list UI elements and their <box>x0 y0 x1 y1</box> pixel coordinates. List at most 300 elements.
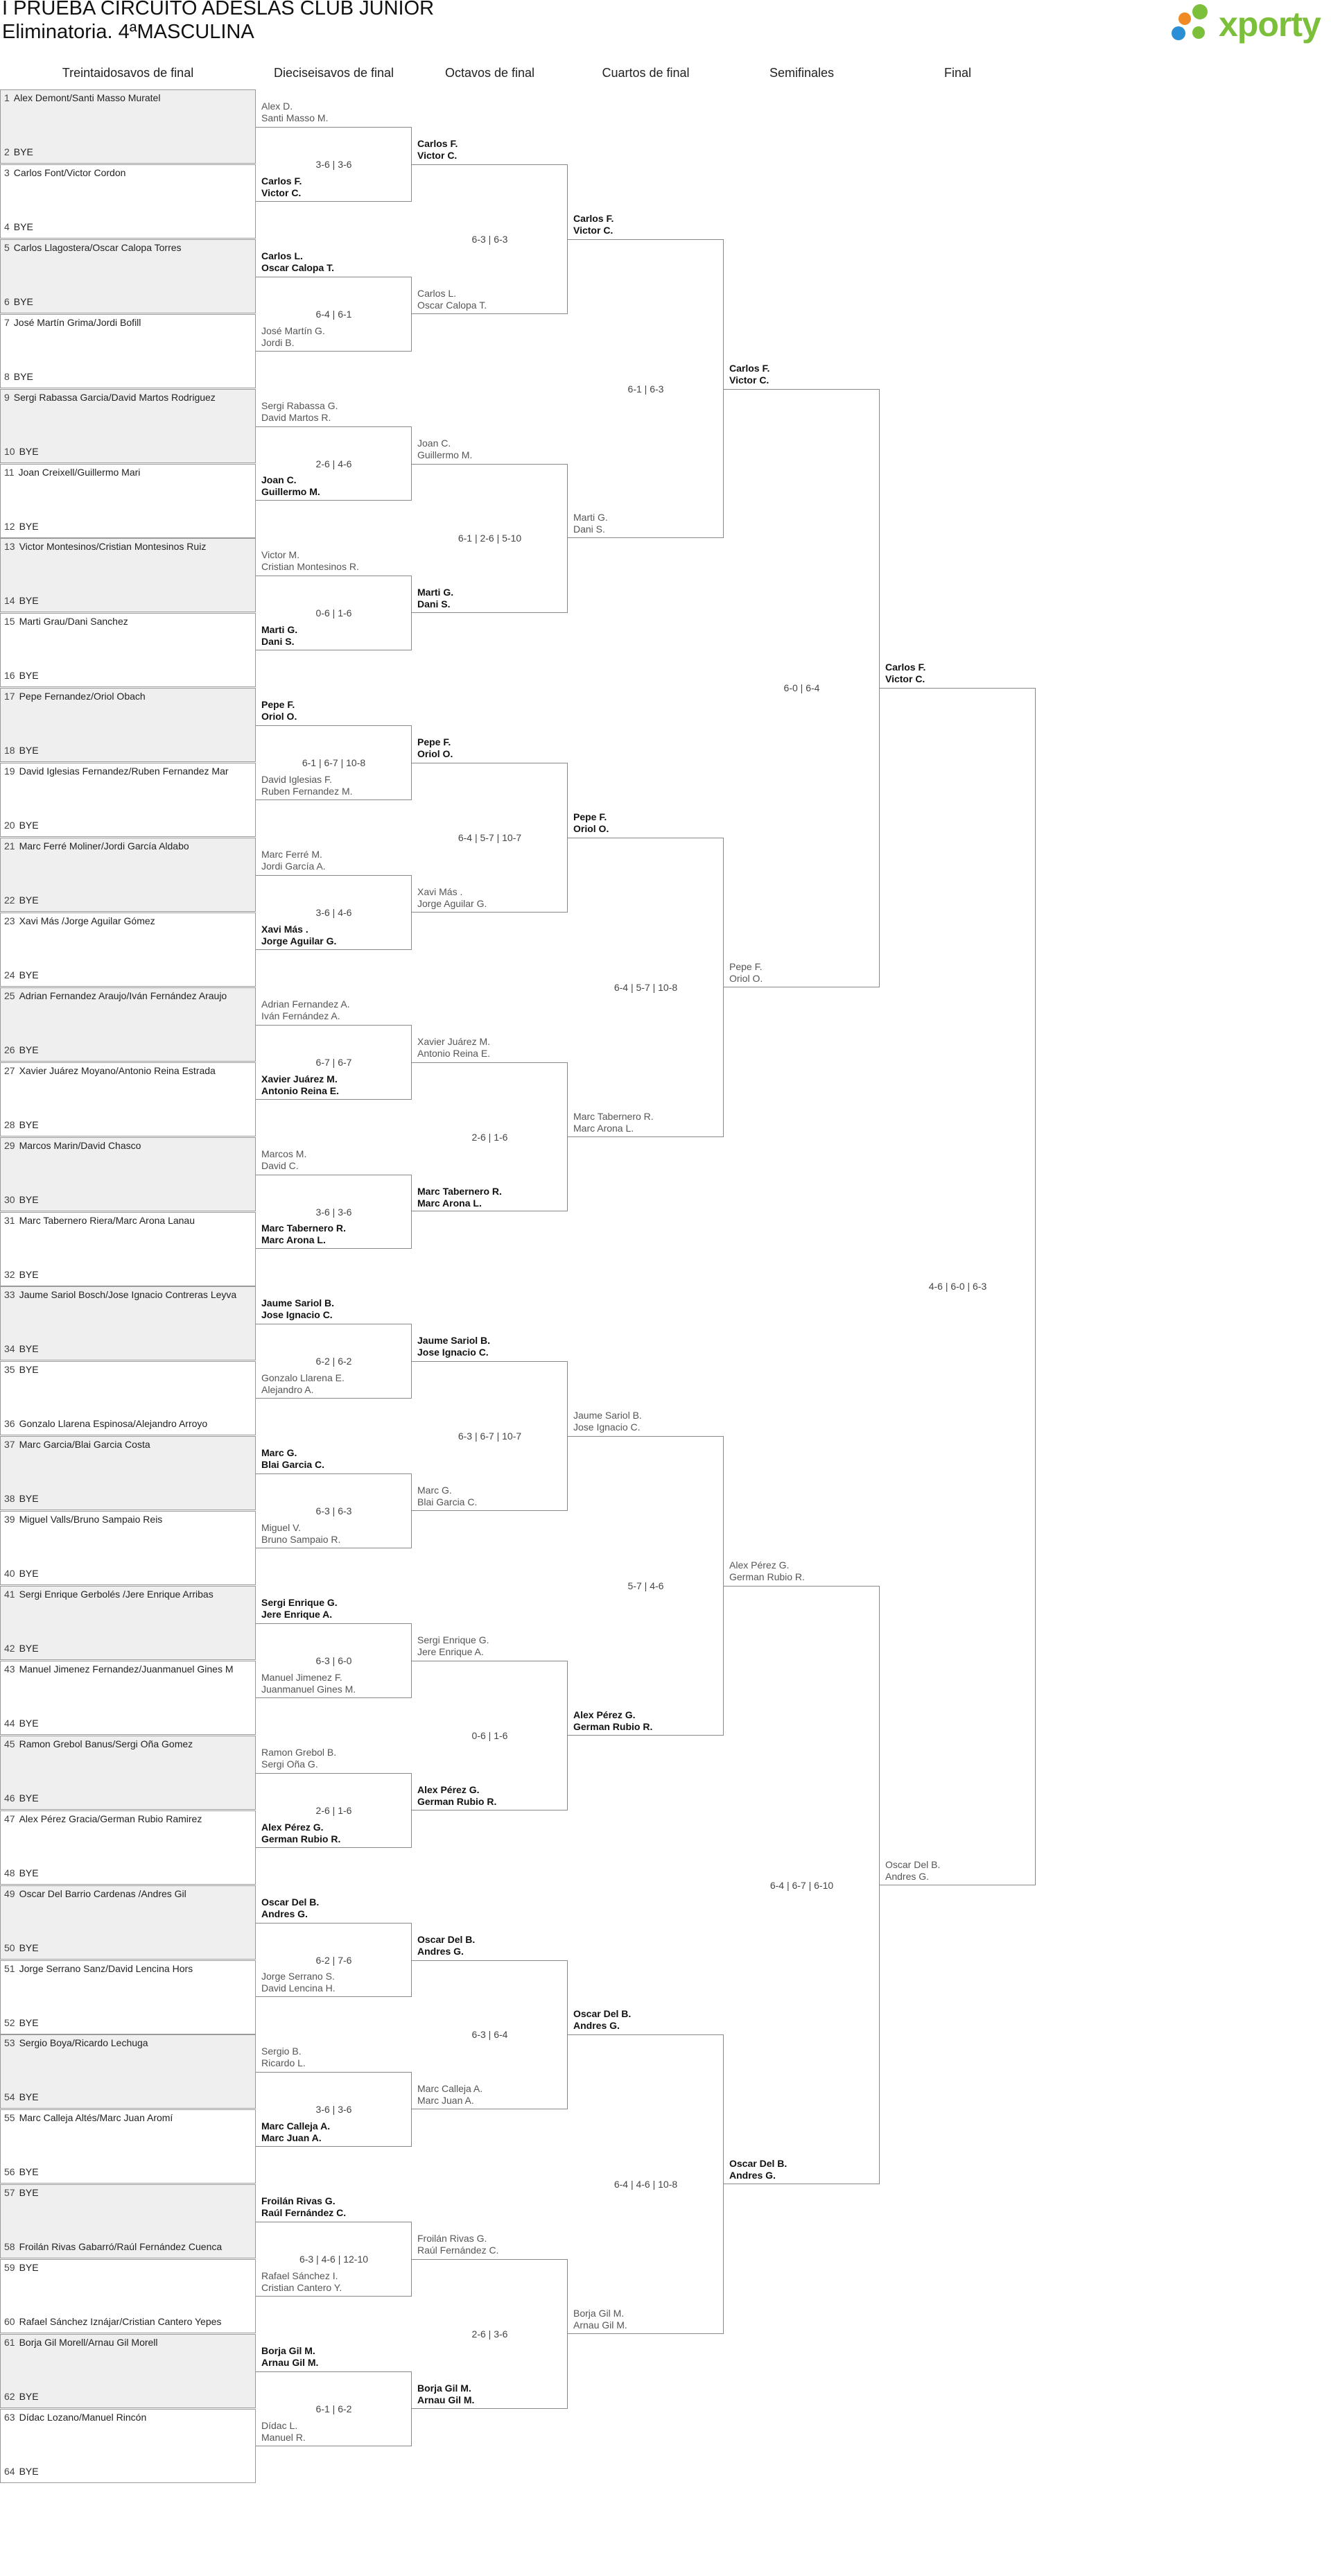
match-score: 6-1 | 2-6 | 5-10 <box>458 533 522 544</box>
team-label <box>885 662 925 685</box>
team-label <box>261 325 325 349</box>
player-name: Raúl Fernández C. <box>261 2207 347 2219</box>
seed-number: 33 <box>4 1289 15 1301</box>
team-label <box>261 1522 340 1546</box>
player-name: Marc Tabernero R. <box>261 1222 346 1234</box>
player-name: Manuel Jimenez F. <box>261 1671 342 1683</box>
player-name: Santi Masso M. <box>261 112 329 123</box>
team-label <box>417 1186 502 1209</box>
player-name: Dani S. <box>573 524 605 535</box>
player-name: José Martín G. <box>261 325 325 336</box>
team-name: Froilán Rivas Gabarró/Raúl Fernández Cuenca <box>19 2241 223 2253</box>
team-name: BYE <box>19 2391 39 2402</box>
player-name: Jordi B. <box>261 336 295 348</box>
team-name: Manuel Jimenez Fernandez/Juanmanuel Gines M <box>19 1663 234 1675</box>
team-name: Sergio Boya/Ricardo Lechuga <box>19 2037 148 2049</box>
seed-number: 9 <box>4 391 10 403</box>
player-name: David C. <box>261 1159 299 1171</box>
seed-number: 32 <box>4 1268 15 1280</box>
match-score: 6-0 | 6-4 <box>783 682 820 694</box>
player-name: Blai Garcia C. <box>417 1496 478 1508</box>
seed-number: 43 <box>4 1663 15 1675</box>
match-score: 6-2 | 7-6 <box>315 1954 352 1966</box>
match-score: 6-3 | 6-4 <box>471 2029 508 2041</box>
team-name: Marti Grau/Dani Sanchez <box>19 616 128 628</box>
player-name: Andres G. <box>417 1945 464 1957</box>
player-name: Dídac L. <box>261 2419 298 2431</box>
seed-number: 21 <box>4 840 15 852</box>
player-name: Xavier Juárez M. <box>261 1073 338 1084</box>
team-label <box>417 288 487 311</box>
match-score: 6-1 | 6-7 | 10-8 <box>302 757 366 769</box>
seed-number: 57 <box>4 2187 15 2199</box>
player-name: Alex Pérez G. <box>261 1821 324 1833</box>
team-name: BYE <box>13 370 33 382</box>
team-name: BYE <box>19 2016 39 2028</box>
match-score: 6-3 | 6-3 <box>315 1505 352 1517</box>
player-name: Jaume Sariol B. <box>573 1410 642 1421</box>
team-name: Marc Garcia/Blai Garcia Costa <box>19 1439 150 1451</box>
match-score: 3-6 | 3-6 <box>315 1206 352 1218</box>
match-score: 6-4 | 6-1 <box>315 308 352 320</box>
team-label <box>573 811 609 835</box>
seed-number: 59 <box>4 2262 15 2274</box>
team-label <box>261 2270 342 2294</box>
player-name: Marc Ferré M. <box>261 848 322 860</box>
team-name: Gonzalo Llarena Espinosa/Alejandro Arroyo <box>19 1418 208 1430</box>
player-name: Pepe F. <box>261 699 295 711</box>
player-name: Marti G. <box>261 624 298 636</box>
header-final: Final <box>943 66 971 80</box>
team-name: BYE <box>19 820 39 831</box>
team-name: Borja Gil Morell/Arnau Gil Morell <box>19 2337 158 2348</box>
player-name: Carlos F. <box>261 175 302 187</box>
seed-number: 63 <box>4 2411 15 2423</box>
player-name: Borja Gil M. <box>261 2344 315 2356</box>
team-label <box>261 2420 306 2444</box>
player-name: Sergio B. <box>261 2046 302 2057</box>
player-name: Marc G. <box>261 1447 297 1459</box>
page-subtitle: Eliminatoria. 4ªMASCULINA <box>2 21 254 43</box>
team-name: Xavi Más /Jorge Aguilar Gómez <box>19 915 155 926</box>
player-name: Ramon Grebol B. <box>261 1746 337 1758</box>
seed-number: 17 <box>4 691 15 702</box>
team-label <box>261 474 320 498</box>
team-label <box>729 363 769 386</box>
match-score: 6-1 | 6-3 <box>627 383 664 395</box>
player-name: Jaume Sariol B. <box>417 1335 491 1347</box>
player-name: Blai Garcia C. <box>261 1459 325 1471</box>
team-label <box>417 2083 482 2107</box>
team-label <box>417 138 458 162</box>
player-name: Oscar Calopa T. <box>261 261 335 273</box>
team-label <box>417 1934 475 1957</box>
match-score: 5-7 | 4-6 <box>627 1580 664 1591</box>
team-label <box>417 1335 490 1358</box>
player-name: Jorge Aguilar G. <box>417 897 487 909</box>
team-name: BYE <box>19 1493 39 1505</box>
team-label <box>261 250 334 274</box>
player-name: Oscar Calopa T. <box>417 299 487 311</box>
seed-number: 27 <box>4 1064 15 1076</box>
player-name: Manuel R. <box>261 2431 306 2443</box>
team-name: BYE <box>19 1867 39 1878</box>
player-name: Andres G. <box>261 1908 308 1919</box>
player-name: Oriol O. <box>573 823 609 834</box>
team-name: Xavier Juárez Moyano/Antonio Reina Estrada <box>19 1064 216 1076</box>
team-label <box>417 1485 477 1508</box>
seed-number: 37 <box>4 1439 15 1451</box>
player-name: Carlos L. <box>261 250 303 261</box>
team-label <box>261 1222 346 1246</box>
team-label <box>417 1036 490 1060</box>
header-round-of-64: Treintaidosavos de final <box>62 66 194 80</box>
team-label <box>573 1709 652 1733</box>
team-label <box>573 1111 654 1134</box>
seed-number: 16 <box>4 670 15 682</box>
team-label <box>573 213 614 236</box>
team-name: Alex Pérez Gracia/German Rubio Ramirez <box>19 1813 202 1824</box>
team-label <box>261 2195 346 2219</box>
player-name: Marc Calleja A. <box>261 2120 331 2132</box>
player-name: Marc Arona L. <box>417 1197 482 1209</box>
team-name: Marc Tabernero Riera/Marc Arona Lanau <box>19 1214 195 1226</box>
team-name: Carlos Font/Victor Cordon <box>13 166 126 178</box>
player-name: Antonio Reina E. <box>417 1047 491 1059</box>
team-label <box>885 1859 940 1883</box>
team-label <box>261 549 359 573</box>
seed-number: 23 <box>4 915 15 926</box>
player-name: Marc Arona L. <box>261 1234 326 1246</box>
seed-number: 35 <box>4 1364 15 1376</box>
player-name: Pepe F. <box>573 811 607 822</box>
player-name: Victor C. <box>417 149 458 161</box>
team-label <box>261 400 338 424</box>
header-round-of-16: Octavos de final <box>444 66 535 80</box>
player-name: Alejandro A. <box>261 1384 314 1396</box>
team-label <box>261 774 353 797</box>
match-score: 2-6 | 3-6 <box>471 2328 508 2340</box>
match-score: 6-4 | 4-6 | 10-8 <box>614 2179 678 2190</box>
seed-number: 28 <box>4 1118 15 1130</box>
seed-number: 42 <box>4 1643 15 1654</box>
match-score: 6-1 | 6-2 <box>315 2403 352 2414</box>
team-label <box>417 1634 489 1658</box>
player-name: Joan C. <box>417 437 451 449</box>
team-name: BYE <box>13 146 33 157</box>
player-name: Froilán Rivas G. <box>417 2233 487 2245</box>
seed-number: 39 <box>4 1514 15 1525</box>
seed-number: 53 <box>4 2037 15 2049</box>
player-name: Carlos L. <box>417 287 457 299</box>
team-label <box>417 886 487 910</box>
seed-number: 25 <box>4 989 15 1001</box>
seed-number: 41 <box>4 1589 15 1600</box>
team-name: David Iglesias Fernandez/Ruben Fernandez Mar <box>19 766 229 777</box>
team-name: BYE <box>19 2166 39 2178</box>
player-name: Sergi Rabassa G. <box>261 399 338 411</box>
match-score: 2-6 | 4-6 <box>315 458 352 469</box>
team-name: BYE <box>19 1193 39 1205</box>
team-name: José Martín Grima/Jordi Bofill <box>13 316 141 328</box>
team-name: Alex Demont/Santi Masso Muratel <box>13 92 161 103</box>
team-label <box>417 587 453 610</box>
match-score: 6-3 | 4-6 | 12-10 <box>299 2254 369 2265</box>
team-name: BYE <box>19 1792 39 1804</box>
team-label <box>417 1784 496 1808</box>
team-name: Marcos Marin/David Chasco <box>19 1139 141 1151</box>
seed-number: 55 <box>4 2112 15 2124</box>
seed-number: 7 <box>4 316 10 328</box>
player-name: Cristian Montesinos R. <box>261 561 359 573</box>
match-score: 6-3 | 6-0 <box>315 1654 352 1666</box>
player-name: Andres G. <box>885 1870 930 1882</box>
seed-number: 64 <box>4 2465 15 2477</box>
seed-number: 10 <box>4 445 15 457</box>
team-name: Rafael Sánchez Iznájar/Cristian Cantero Yepes <box>19 2316 222 2328</box>
team-label <box>573 2308 627 2331</box>
player-name: Oriol O. <box>261 711 297 723</box>
player-name: German Rubio R. <box>573 1720 653 1732</box>
seed-number: 56 <box>4 2166 15 2178</box>
player-name: Guillermo M. <box>417 449 473 460</box>
seed-number: 46 <box>4 1792 15 1804</box>
team-label <box>261 924 336 947</box>
player-name: Carlos F. <box>729 362 770 374</box>
seed-number: 38 <box>4 1493 15 1505</box>
team-name: Sergi Rabassa Garcia/David Martos Rodriguez <box>13 391 216 403</box>
player-name: Victor C. <box>729 374 769 386</box>
match-score: 6-4 | 5-7 | 10-7 <box>458 832 522 843</box>
match-score: 2-6 | 1-6 <box>471 1131 508 1143</box>
player-name: Marc Juan A. <box>261 2132 322 2144</box>
player-name: Jose Ignacio C. <box>573 1421 641 1433</box>
player-name: Xavi Más . <box>417 885 463 897</box>
match-score: 3-6 | 3-6 <box>315 2104 352 2116</box>
team-name: Oscar Del Barrio Cardenas /Andres Gil <box>19 1887 186 1899</box>
team-name: Adrian Fernandez Araujo/Iván Fernández Araujo <box>19 989 227 1001</box>
seed-number: 1 <box>4 92 10 103</box>
team-name: Carlos Llagostera/Oscar Calopa Torres <box>13 241 182 253</box>
player-name: Marc Tabernero R. <box>573 1110 654 1122</box>
player-name: David Iglesias F. <box>261 774 332 786</box>
player-name: Marc G. <box>417 1485 452 1496</box>
player-name: Oscar Del B. <box>885 1858 941 1870</box>
player-name: Ricardo L. <box>261 2057 306 2069</box>
seed-number: 12 <box>4 520 15 532</box>
seed-number: 51 <box>4 1962 15 1974</box>
player-name: Alex D. <box>261 100 293 112</box>
team-label <box>261 1372 345 1396</box>
team-name: BYE <box>19 2091 39 2103</box>
seed-number: 45 <box>4 1738 15 1749</box>
player-name: Victor M. <box>261 549 299 561</box>
team-label <box>261 2120 330 2144</box>
header-semifinals: Semifinales <box>769 66 835 80</box>
team-label <box>417 2383 474 2406</box>
team-label <box>261 175 302 199</box>
player-name: Adrian Fernandez A. <box>261 998 350 1010</box>
team-name: Victor Montesinos/Cristian Montesinos Ruiz <box>19 541 207 553</box>
team-name: Ramon Grebol Banus/Sergi Oña Gomez <box>19 1738 193 1749</box>
seed-number: 19 <box>4 766 15 777</box>
match-score: 6-4 | 6-7 | 6-10 <box>769 1879 834 1891</box>
seed-number: 34 <box>4 1343 15 1355</box>
match-score: 6-7 | 6-7 <box>315 1056 352 1068</box>
team-name: Dídac Lozano/Manuel Rincón <box>19 2411 147 2423</box>
player-name: Oriol O. <box>417 748 453 760</box>
seed-number: 15 <box>4 616 15 628</box>
seed-number: 49 <box>4 1887 15 1899</box>
player-name: Marti G. <box>573 512 608 524</box>
player-name: David Martos R. <box>261 411 331 423</box>
seed-number: 48 <box>4 1867 15 1878</box>
match-score: 0-6 | 1-6 <box>315 607 352 619</box>
match-score: 0-6 | 1-6 <box>471 1729 508 1741</box>
seed-number: 40 <box>4 1568 15 1580</box>
team-name: Marc Ferré Moliner/Jordi García Aldabo <box>19 840 189 852</box>
seed-number: 22 <box>4 894 15 906</box>
seed-number: 62 <box>4 2391 15 2402</box>
player-name: Oriol O. <box>729 972 763 984</box>
player-name: Marc Arona L. <box>573 1122 634 1134</box>
team-label <box>573 2008 631 2032</box>
team-label <box>417 438 472 461</box>
team-name: BYE <box>19 2465 39 2477</box>
team-name: BYE <box>19 1717 39 1729</box>
team-name: BYE <box>19 1118 39 1130</box>
player-name: Sergi Enrique G. <box>261 1596 338 1608</box>
player-name: Xavi Más . <box>261 923 308 935</box>
team-name: BYE <box>19 894 39 906</box>
player-name: Juanmanuel Gines M. <box>261 1683 356 1695</box>
player-name: Jorge Serrano S. <box>261 1971 335 1982</box>
seed-number: 30 <box>4 1193 15 1205</box>
player-name: Ruben Fernandez M. <box>261 786 353 797</box>
seed-number: 8 <box>4 370 10 382</box>
seed-number: 31 <box>4 1214 15 1226</box>
player-name: Guillermo M. <box>261 486 320 498</box>
player-name: Cristian Cantero Y. <box>261 2282 342 2294</box>
player-name: Arnau Gil M. <box>573 2319 627 2331</box>
match-score: 2-6 | 1-6 <box>315 1804 352 1816</box>
player-name: Gonzalo Llarena E. <box>261 1372 345 1384</box>
team-name: BYE <box>19 1942 39 1953</box>
player-name: Jose Ignacio C. <box>417 1347 489 1358</box>
team-name: Pepe Fernandez/Oriol Obach <box>19 691 146 702</box>
match-score: 3-6 | 4-6 <box>315 906 352 918</box>
page-title: I PRUEBA CIRCUITO ADESLAS CLUB JUNIOR <box>2 0 435 19</box>
team-label <box>261 699 297 723</box>
player-name: Raúl Fernández C. <box>417 2245 499 2256</box>
seed-number: 4 <box>4 221 10 232</box>
header-quarterfinals: Cuartos de final <box>602 66 690 80</box>
team-name: BYE <box>13 221 33 232</box>
team-name: BYE <box>19 1643 39 1654</box>
player-name: Victor C. <box>885 673 925 685</box>
match-score: 6-3 | 6-3 <box>471 233 508 245</box>
team-label <box>261 2345 318 2369</box>
player-name: Andres G. <box>573 2020 620 2032</box>
team-name: BYE <box>19 969 39 980</box>
team-label <box>261 1672 356 1695</box>
player-name: Jere Enrique A. <box>261 1608 333 1620</box>
seed-number: 24 <box>4 969 15 980</box>
team-label <box>729 1559 805 1583</box>
seed-number: 6 <box>4 295 10 307</box>
seed-number: 20 <box>4 820 15 831</box>
team-name: Jorge Serrano Sanz/David Lencina Hors <box>19 1962 193 1974</box>
player-name: David Lencina H. <box>261 1982 336 1994</box>
team-name: BYE <box>19 595 39 607</box>
seed-number: 44 <box>4 1717 15 1729</box>
player-name: Jaume Sariol B. <box>261 1297 335 1309</box>
team-name: BYE <box>19 1268 39 1280</box>
player-name: Marcos M. <box>261 1148 307 1159</box>
team-name: Joan Creixell/Guillermo Mari <box>18 466 141 478</box>
player-name: Oscar Del B. <box>417 1933 476 1945</box>
team-name: BYE <box>19 1044 39 1055</box>
seed-number: 13 <box>4 541 15 553</box>
seed-number: 36 <box>4 1418 15 1430</box>
player-name: Dani S. <box>261 636 295 648</box>
player-name: Bruno Sampaio R. <box>261 1534 341 1546</box>
team-label <box>261 101 328 124</box>
team-label <box>261 999 350 1022</box>
player-name: Marc Juan A. <box>417 2095 474 2107</box>
seed-number: 3 <box>4 166 10 178</box>
seed-number: 18 <box>4 745 15 757</box>
player-name: Joan C. <box>261 474 297 486</box>
team-name: Marc Calleja Altés/Marc Juan Aromí <box>19 2112 173 2124</box>
team-label <box>417 2233 499 2256</box>
player-name: Jere Enrique A. <box>417 1645 484 1657</box>
player-name: German Rubio R. <box>417 1795 497 1807</box>
team-label <box>261 1447 324 1471</box>
player-name: Victor C. <box>573 224 614 236</box>
player-name: Andres G. <box>729 2170 776 2181</box>
seed-number: 58 <box>4 2241 15 2253</box>
player-name: Carlos F. <box>573 212 614 224</box>
seed-number: 60 <box>4 2316 15 2328</box>
player-name: Jordi García A. <box>261 860 326 872</box>
player-name: Iván Fernández A. <box>261 1010 340 1021</box>
player-name: Marti G. <box>417 587 454 598</box>
team-label <box>261 1073 339 1097</box>
seed-number: 50 <box>4 1942 15 1953</box>
team-name: BYE <box>19 445 39 457</box>
seed-number: 26 <box>4 1044 15 1055</box>
match-score: 4-6 | 6-0 | 6-3 <box>928 1281 987 1293</box>
team-label <box>261 2046 306 2069</box>
player-name: Jose Ignacio C. <box>261 1309 333 1321</box>
team-label <box>573 1410 642 1433</box>
team-label <box>261 1148 306 1172</box>
team-label <box>261 1822 340 1845</box>
player-name: Borja Gil M. <box>573 2308 625 2319</box>
seed-number: 5 <box>4 241 10 253</box>
team-label <box>261 624 297 648</box>
team-label <box>417 736 453 760</box>
player-name: Froilán Rivas G. <box>261 2195 336 2207</box>
player-name: Sergi Enrique G. <box>417 1634 489 1645</box>
team-label <box>573 512 608 535</box>
player-name: Miguel V. <box>261 1522 302 1534</box>
team-label <box>261 1896 319 1920</box>
player-name: Victor C. <box>261 187 302 198</box>
team-name: BYE <box>19 1343 39 1355</box>
seed-number: 47 <box>4 1813 15 1824</box>
